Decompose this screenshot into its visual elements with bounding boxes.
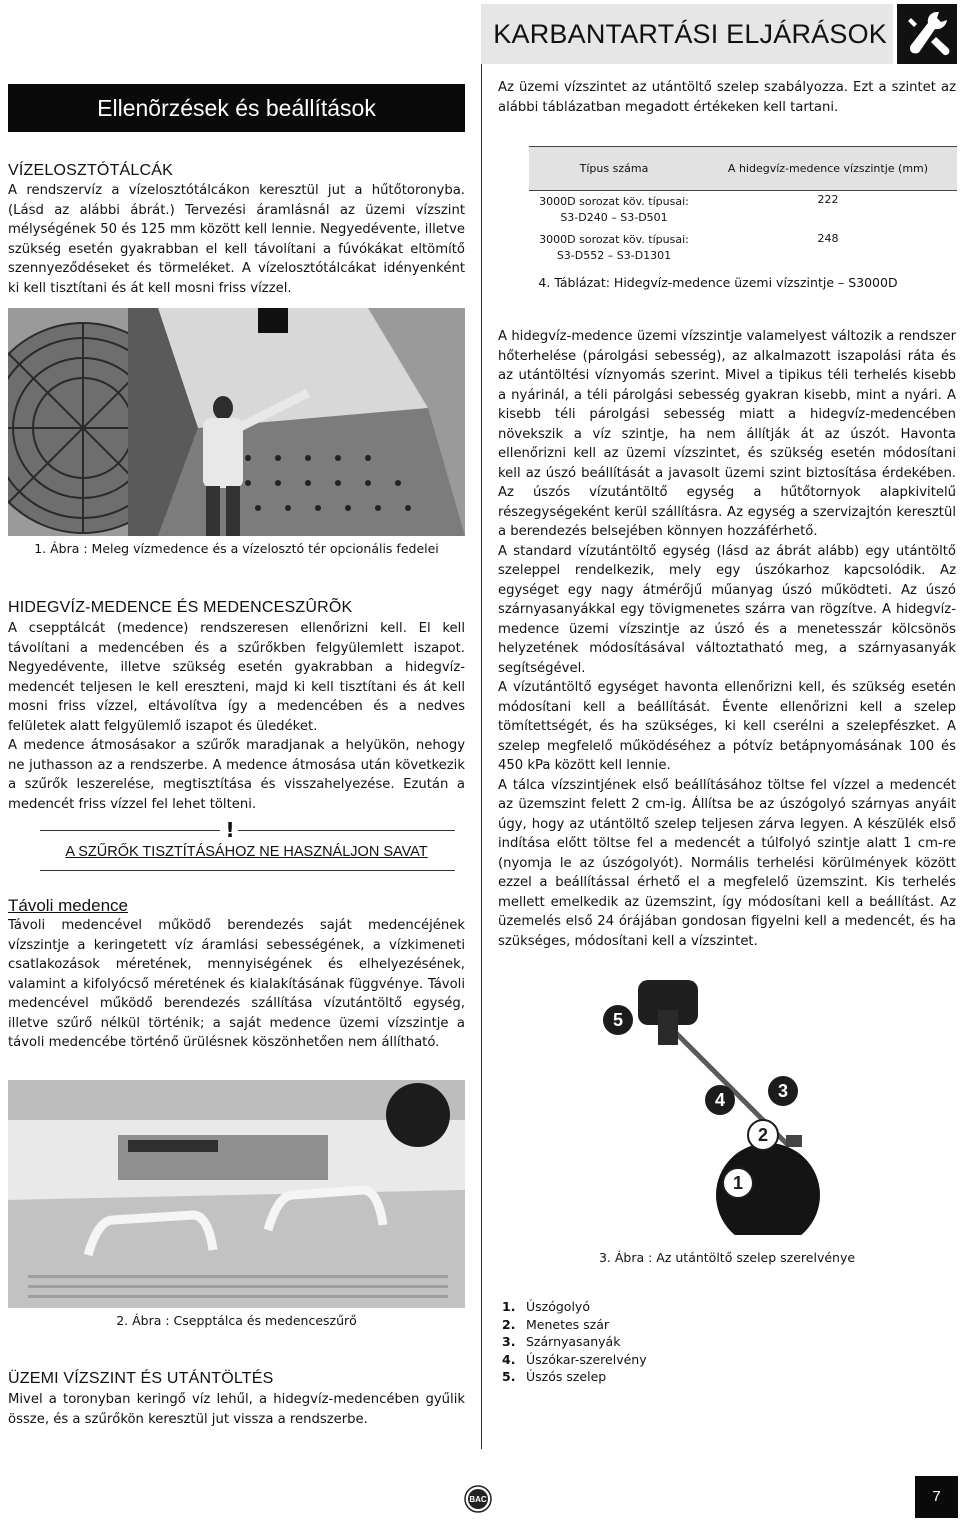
figure-3-marker-2: 2 <box>757 1125 769 1145</box>
legend-num: 3. <box>502 1334 516 1349</box>
section-title-cold-water-basin: HIDEGVÍZ-MEDENCE ÉS MEDENCESZÛRÕK <box>8 599 353 616</box>
water-level-table-grid <box>529 146 957 266</box>
legend-item <box>502 1298 647 1316</box>
paragraph: A rendszervíz a vízelosztótálcákon keresztül jut a hűtőtoronyba. (Lásd az alábbi ábrát.) Tervezési áramlásnál az üzemi vízszint mélységének 50 és 125 mm között kell lennie. Negyedévente, illetve szükség esetén gyakrabban el kell távolítani a fúvókákat eltömítő szennyeződéseket és törmeléket. A vízelosztótálcákat idényenként ki kell tisztítani és át kell mosni friss vízzel. <box>8 183 465 296</box>
legend-item <box>502 1368 647 1386</box>
legend-label: Menetes szár <box>526 1316 610 1332</box>
section-body-cold-water-basin <box>8 619 465 814</box>
paragraph: Az üzemi vízszintet az utántöltő szelep szabályozza. Ezt a szintet az alábbi táblázatban megadott értékeken kell tartani. <box>498 80 956 115</box>
paragraph: Távoli medencével működő berendezés saját medencéjének vízszintje a keringetett víz áramlási sebességének, a vízkimeneti csatlakozások méretének, mennyiségének és elhelyezésének, valamint a kifolyócső méretének és kialakításának függvénye. Távoli medencével működő berendezés szállítása vízutántöltő egység, illetve szűrő nélkül történik; a saját medence üzemi vízszintje a távoli medencébe történő ürülésnek köszönhetően nem állítható. <box>8 918 465 1050</box>
table-cell-type-line1: 3000D sorozat köv. típusai: <box>539 232 689 246</box>
legend-item <box>502 1333 647 1351</box>
paragraph: A vízutántöltő egységet havonta ellenőrizni kell, és szükség esetén módosítani kell a beállítását. Évente ellenőrizni kell a szelep tömítettségét, és ha szükséges, ki kell cserélni a szelepfészket. A szelep megfelelő működéséhez a pótvíz betápnyomásának 100 és 450 kPa között kell lennie. <box>498 680 956 773</box>
table-caption: 4. Táblázat: Hidegvíz-medence üzemi vízszintje – S3000D <box>538 275 898 290</box>
bac-logo-text: BAC <box>469 1495 487 1504</box>
figure-2-photo <box>8 1080 465 1308</box>
figure-3-legend <box>502 1298 647 1386</box>
legend-label: Úszós szelep <box>526 1369 607 1384</box>
column-divider <box>481 64 482 1449</box>
figure-3-marker-1: 1 <box>732 1173 744 1193</box>
table-cell-value: 222 <box>817 193 839 206</box>
section-body-distribution-trays <box>8 181 465 298</box>
paragraph: A csepptálcát (medence) rendszeresen ellenőrizni kell. El kell távolítani a medencében és a szűrőkben felgyülemlett iszapot. Negyedévente, illetve szükség esetén gyakrabban a hidegvíz-medencét teljesen le kell ereszteni, majd ki kell tisztítani és át kell mosni friss vízzel, eltávolítva így a medencében és a nedves felületek alatt felgyülemlő iszapot és üledéket. <box>8 621 465 734</box>
paragraph: Mivel a toronyban keringő víz lehűl, a hidegvíz-medencében gyűlik össze, és a szűrőkön keresztül jut vissza a rendszerbe. <box>8 1392 465 1427</box>
legend-label: Szárnyasanyák <box>526 1334 621 1349</box>
legend-label: Úszógolyó <box>526 1299 590 1314</box>
paragraph: A tálca vízszintjének első beállításához töltse fel vízzel a medencét az üzemszint felett 2 cm-ig. Állítsa be az úszógolyó szárnyas anyáit úgy, hogy az utántöltő szelep teljesen zárva legyen. A készülék első indítása előtt töltse fel a medencét a túlfolyó szintje alatt 1 cm-re (nyomja le az úszógolyót). Normális terhelési körülmények között ezzel a beállítással érhető el a megfelelő üzemszint. Kis terhelés mellett emelkedik az üzemszint, így módosítani kell a beállítást. Az üzemelés első 24 órájában gondosan figyelni kell a medencét, és ha szükséges, módosítani kell a vízszintet. <box>498 777 956 949</box>
table-row <box>529 191 957 230</box>
notice-rule-right <box>238 830 455 831</box>
figure-3-marker-4: 4 <box>714 1090 726 1110</box>
water-level-table <box>529 146 957 266</box>
notice-rule-left <box>40 830 220 831</box>
figure-3-marker-5: 5 <box>612 1010 624 1030</box>
page-header-title: KARBANTARTÁSI ELJÁRÁSOK <box>493 19 887 49</box>
figure-1-caption: 1. Ábra : Meleg vízmedence és a vízelosztó tér opcionális fedelei <box>34 541 439 556</box>
table-cell-type <box>529 191 699 230</box>
figure-3-photo <box>598 965 838 1235</box>
table-cell-value: 248 <box>817 231 839 245</box>
section-title-operating-level: ÜZEMI VÍZSZINT ÉS UTÁNTÖLTÉS <box>8 1370 274 1387</box>
right-body-text <box>498 327 956 951</box>
table-row <box>529 230 957 266</box>
paragraph: A standard vízutántöltő egység (lásd az ábrát alább) egy utántöltő szeleppel rendelkezik, mely egy úszókarhoz kapcsolódik. Az egységet egy nagy átmérőjű műanyag úszó működteti. Az úszó szárnyasanyákkal egy tövigmenetes szárra van rögzítve. A hidegvíz-medence üzemi vízszintje az úszó és a menetesszár kölcsönös helyzetének módosításával változtatható meg, a szárnyasanyák segítségével. <box>498 543 956 676</box>
legend-label: Úszókar-szerelvény <box>526 1351 647 1367</box>
section-body-remote-sump <box>8 916 465 1053</box>
section-body-operating-level <box>8 1390 465 1429</box>
paragraph: A medence átmosásakor a szűrők maradjanak a helyükön, nehogy ne juthasson az a rendszerbe. A medence átmosása után következik a szűrők leszerelése, megtisztítása és visszahelyezése. Ezután a medencét friss vízzel fel lehet tölteni. <box>8 738 465 812</box>
figure-3-caption: 3. Ábra : Az utántöltő szelep szerelvénye <box>598 1250 856 1265</box>
legend-item <box>502 1316 647 1334</box>
notice-text: A SZŰRŐK TISZTÍTÁSÁHOZ NE HASZNÁLJON SAVAT <box>65 844 428 860</box>
figure-1-photo <box>8 308 465 536</box>
bac-logo-icon <box>464 1485 492 1513</box>
legend-num: 4. <box>502 1351 516 1367</box>
table-cell-type-line2: S3-D552 – S3-D1301 <box>556 248 672 262</box>
figure-2-caption: 2. Ábra : Csepptálca és medenceszűrő <box>116 1313 357 1328</box>
legend-num: 2. <box>502 1316 516 1332</box>
section-title-remote-sump: Távoli medence <box>8 896 129 915</box>
paragraph: A hidegvíz-medence üzemi vízszintje valamelyest változik a rendszer hőterhelése (párolgási sebesség), az alkalmazott iszapolási ráta és az utántöltési víznyomás szerint. Mivel a tipikus téli terhelés kisebb a nyárinál, a téli párolgási sebesség gyakran kisebb, mint a nyári. A kisebb téli párolgási sebesség miatt a hidegvíz-medencében növekszik a víz szintje, ha nem állítják át az úszót. Havonta ellenőrizni kell az üzemi vízszintet, és szükség esetén módosítani kell az úszó beállítását a javasolt üzemi szint biztosítása érdekében. Az úszós vízutántöltő egység a hűtőtornyok alapkivitelű részegységeként kerül szállításra. Az egység a szervizajtón keresztül a berendezés belsejében könnyen hozzáférhető. <box>498 329 956 539</box>
section-banner: Ellenõrzések és beállítások <box>8 84 465 132</box>
table-cell-type-line1: 3000D sorozat köv. típusai: <box>539 195 689 209</box>
warning-icon: ! <box>225 818 235 842</box>
legend-item <box>502 1351 647 1369</box>
legend-num: 5. <box>502 1369 516 1384</box>
intro-paragraph <box>498 78 956 117</box>
table-cell-type <box>529 230 699 266</box>
wrench-logo-icon <box>897 4 957 64</box>
page-number: 7 <box>915 1476 958 1518</box>
legend-num: 1. <box>502 1299 516 1314</box>
section-title-distribution-trays: VÍZELOSZTÓTÁLCÁK <box>8 162 174 179</box>
table-header-type: Típus száma <box>529 147 699 191</box>
notice-rule-bottom <box>40 870 455 871</box>
table-header-level: A hidegvíz-medence vízszintje (mm) <box>699 147 957 191</box>
figure-3-marker-3: 3 <box>777 1081 789 1101</box>
table-cell-type-line2: S3-D240 – S3-D501 <box>560 211 668 225</box>
